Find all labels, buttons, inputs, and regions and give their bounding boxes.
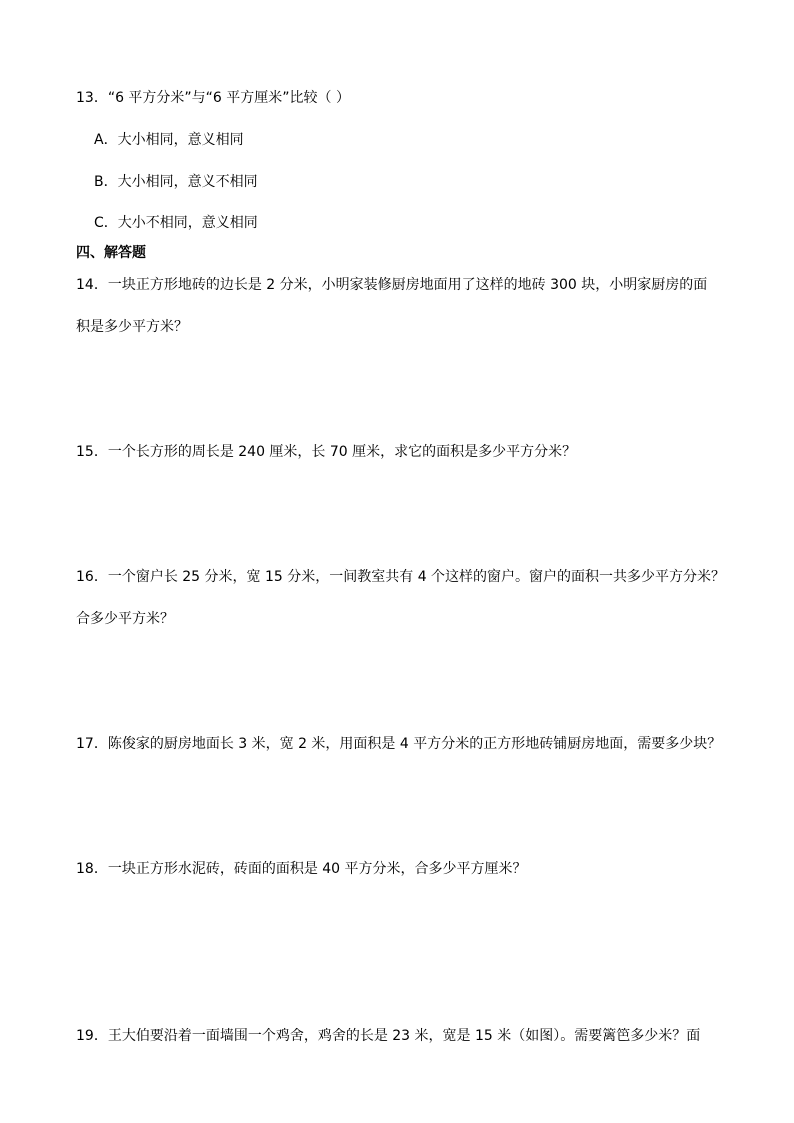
question-17: 17．陈俊家的厨房地面长 3 米，宽 2 米，用面积是 4 平方分米的正方形地砖铺厨房地面，需要多少块？ [76, 736, 722, 752]
question-14-line-1: 14．一块正方形地砖的边长是 2 分米，小明家装修厨房地面用了这样的地砖 300 块，小明家厨房的面 [76, 277, 708, 293]
question-15: 15．一个长方形的周长是 240 厘米，长 70 厘米，求它的面积是多少平方分米？ [76, 444, 577, 460]
question-13-option-c: C．大小不相同，意义相同 [94, 215, 258, 231]
question-13: 13．“6 平方分米”与“6 平方厘米”比较（ ） [76, 90, 350, 106]
question-19-line-1: 19．王大伯要沿着一面墙围一个鸡舍，鸡舍的长是 23 米，宽是 15 米（如图）。需要篱笆多少米？面 [76, 1028, 701, 1044]
question-13-option-b: B．大小相同，意义不相同 [94, 174, 258, 190]
question-14-line-2: 积是多少平方米？ [76, 319, 188, 335]
section-title-answer-questions: 四、解答题 [76, 245, 146, 261]
question-16-line-2: 合多少平方米？ [76, 611, 174, 627]
question-18: 18．一块正方形水泥砖，砖面的面积是 40 平方分米，合多少平方厘米？ [76, 861, 527, 877]
question-16-line-1: 16．一个窗户长 25 分米，宽 15 分米，一间教室共有 4 个这样的窗户。窗户的面积一共多少平方分米？ [76, 569, 726, 585]
question-13-option-a: A．大小相同，意义相同 [94, 132, 244, 148]
